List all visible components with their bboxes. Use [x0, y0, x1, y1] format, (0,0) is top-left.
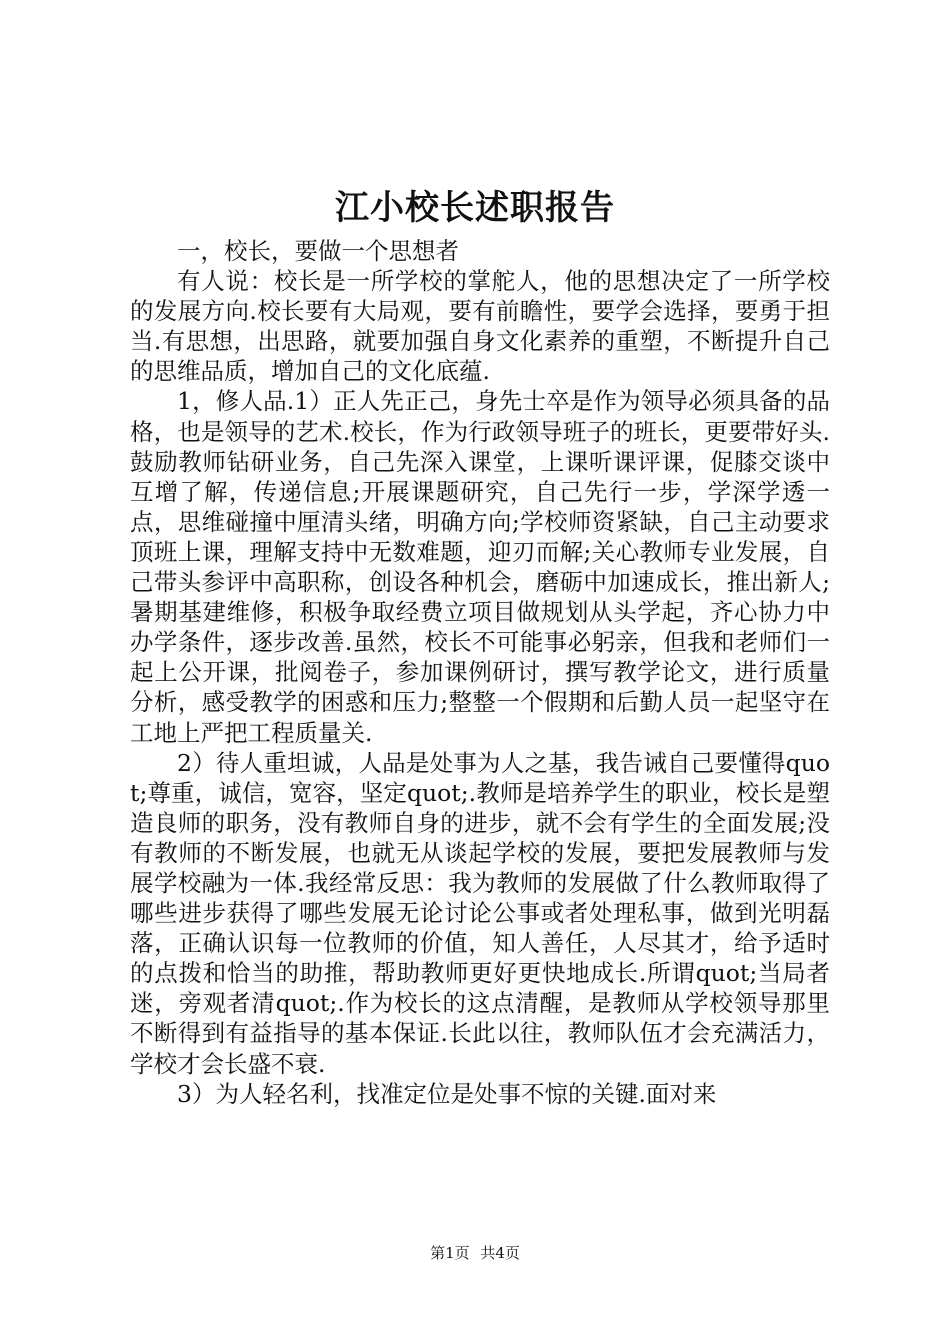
paragraph: 1，修人品.1）正人先正己，身先士卒是作为领导必须具备的品格，也是领导的艺术.校长，作为行政领导班子的班长，更要带好头.鼓励教师钻研业务，自己先深入课堂，上课听课评课，促膝交谈中互增了解，传递信息;开展课题研究，自己先行一步，学深学透一点，思维碰撞中厘清头绪，明确方向;学校师资紧缺，自己主动要求顶班上课，理解支持中无数难题，迎刃而解;关心教师专业发展，自己带头参评中高职称，创设各种机会，磨砺中加速成长，推出新人;暑期基建维修，积极争取经费立项目做规划从头学起，齐心协力中办学条件，逐步改善.虽然，校长不可能事必躬亲，但我和老师们一起上公开课，批阅卷子，参加课例研讨，撰写教学论文，进行质量分析，感受教学的困惑和压力;整整一个假期和后勤人员一起坚守在工地上严把工程质量关.: [130, 387, 830, 747]
paragraph: 3）为人轻名利，找准定位是处事不惊的关键.面对来: [177, 1079, 717, 1108]
paragraph: 有人说：校长是一所学校的掌舵人，他的思想决定了一所学校的发展方向.校长要有大局观，要有前瞻性，要学会选择，要勇于担当.有思想，出思路，就要加强自身文化素养的重塑，不断提升自己的思维品质，增加自己的文化底蕴.: [130, 267, 830, 386]
page-number: 第1页: [430, 1244, 470, 1262]
paragraph: 2）待人重坦诚，人品是处事为人之基，我告诫自己要懂得quot;尊重，诚信，宽容，坚定quot;.教师是培养学生的职业，校长是塑造良师的职务，没有教师自身的进步，就不会有学生的全面发展;没有教师的不断发展，也就无从谈起学校的发展，要把发展教师与发展学校融为一体.我经常反思：我为教师的发展做了什么教师取得了哪些进步获得了哪些发展无论讨论公事或者处理私事，做到光明磊落，正确认识每一位教师的价值，知人善任，人尽其才，给予适时的点拨和恰当的助推，帮助教师更好更快地成长.所谓quot;当局者迷，旁观者清quot;.作为校长的这点清醒，是教师从学校领导那里不断得到有益指导的基本保证.长此以往，教师队伍才会充满活力，学校才会长盛不衰.: [130, 748, 830, 1078]
page-total: 共4页: [480, 1244, 520, 1262]
page-footer: [0, 1242, 950, 1264]
document-body: [130, 236, 830, 1109]
document-title: 江小校长述职报告: [335, 188, 615, 228]
section-heading: 一，校长，要做一个思想者: [177, 237, 459, 265]
